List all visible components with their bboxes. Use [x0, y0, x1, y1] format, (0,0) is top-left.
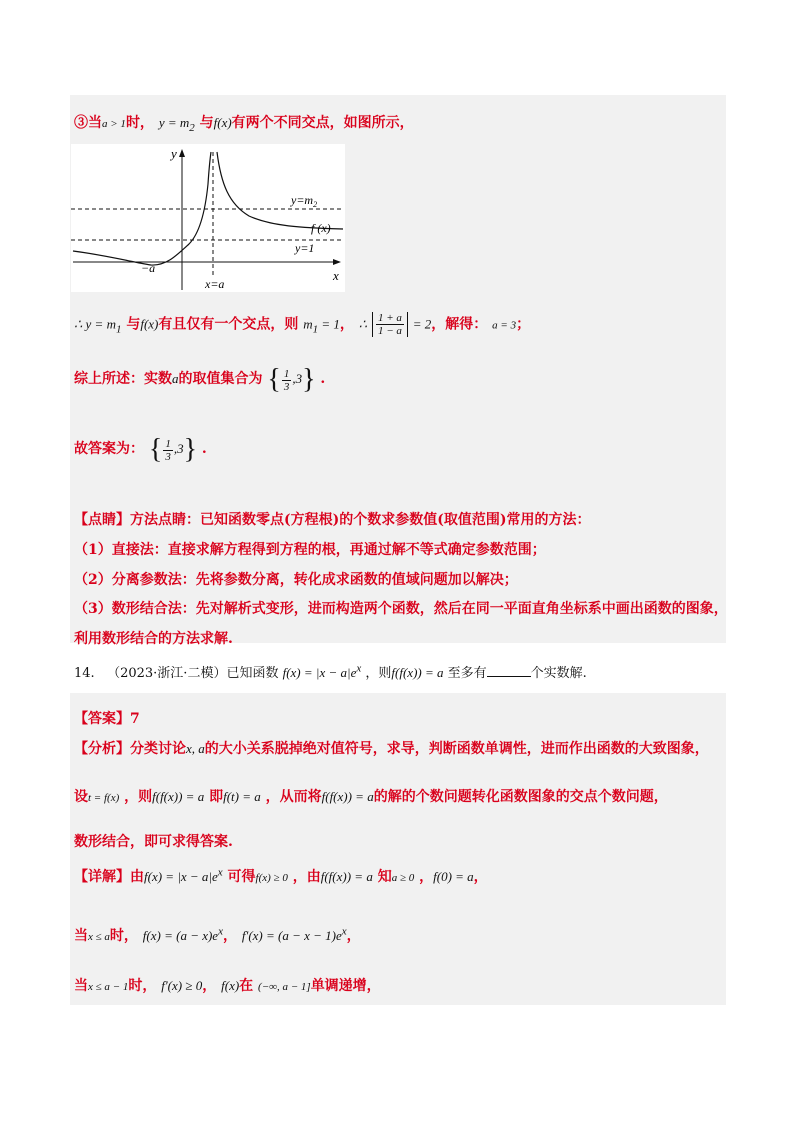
note-direct-method: （1）直接法：直接求解方程得到方程的根，再通过解不等式确定参数范围； — [74, 542, 546, 558]
note-separation-method: （2）分离参数法：先将参数分离，转化成求函数的值域问题加以解决； — [74, 572, 518, 588]
y-axis-label: y — [171, 146, 177, 161]
label-y-1: y=1 — [295, 241, 315, 255]
function-graph — [71, 144, 345, 292]
analysis-line-1: 【分析】分类讨论x, a的大小关系脱掉绝对值符号，求导，判断函数单调性，进而作出函数的大致图象， — [74, 741, 709, 757]
note-heading: 【点睛】方法点睛：已知函数零点(方程根)的个数求参数值(取值范围)常用的方法： — [74, 512, 591, 528]
final-answer-line: 故答案为： { $\frac{1}{3}$ ,3} . — [74, 434, 207, 465]
answer-label: 【答案】7 — [74, 711, 140, 727]
detail-line-2: 当x ≤ a时， $f(x) = (a - x)e^x$， $f'(x) = (a - x - 1)e^x$， — [74, 925, 361, 944]
therefore-line: ∴ $y = m_1$ 与f(x)有且仅有一个交点，则 $m_1 = 1$， ∴ $\frac{1 + a}{1 - a}$ = 2，解得： a = 3； — [74, 312, 531, 337]
curve-right-branch — [217, 152, 343, 229]
label-neg-a: −a — [141, 261, 156, 275]
answer-blank — [487, 664, 531, 677]
label-y-m2: y=m — [291, 193, 314, 207]
label-x-a: x=a — [205, 277, 225, 291]
analysis-line-3: 数形结合，即可求得答案. — [74, 834, 233, 850]
label-y-m2-sub: 2 — [313, 200, 318, 209]
svg-text:y=m2 — [290, 193, 317, 209]
case3-line: ③当a > 1时， $y = m_2$ 与f(x)有两个不同交点，如图所示， — [74, 115, 414, 134]
analysis-line-2: 设t = f(x) ，则f(f(x)) = a 即f(t) = a ，从而将f(f(x)) = a的解的个数问题转化函数图象的交点个数问题， — [74, 789, 668, 805]
note-graph-method: （3）数形结合法：先对解析式变形，进而构造两个函数，然后在同一平面直角坐标系中画出函数的图象， — [74, 601, 728, 617]
note-graph-method-cont: 利用数形结合的方法求解. — [74, 631, 233, 647]
label-fx: f (x) — [311, 221, 331, 235]
detail-line-3: 当x ≤ a − 1时， f′(x) ≥ 0， f(x)在 (−∞, a − 1]单调递增， — [74, 978, 381, 994]
question-14: 14. （2023·浙江·二模）已知函数 $f(x) = |x - a|e^x$ ，则f(f(x)) = a 至多有 个实数解. — [74, 662, 587, 681]
x-axis-label: x — [333, 268, 339, 283]
detail-line-1: 【详解】由$f(x) = |x - a|e^x$ 可得f(x) ≥ 0 ，由f(f(x)) = a 知a ≥ 0 ，f(0) = a， — [74, 866, 488, 885]
summary-line: 综上所述：实数a的取值集合为 { $\frac{1}{3}$ ,3} . — [74, 364, 326, 395]
